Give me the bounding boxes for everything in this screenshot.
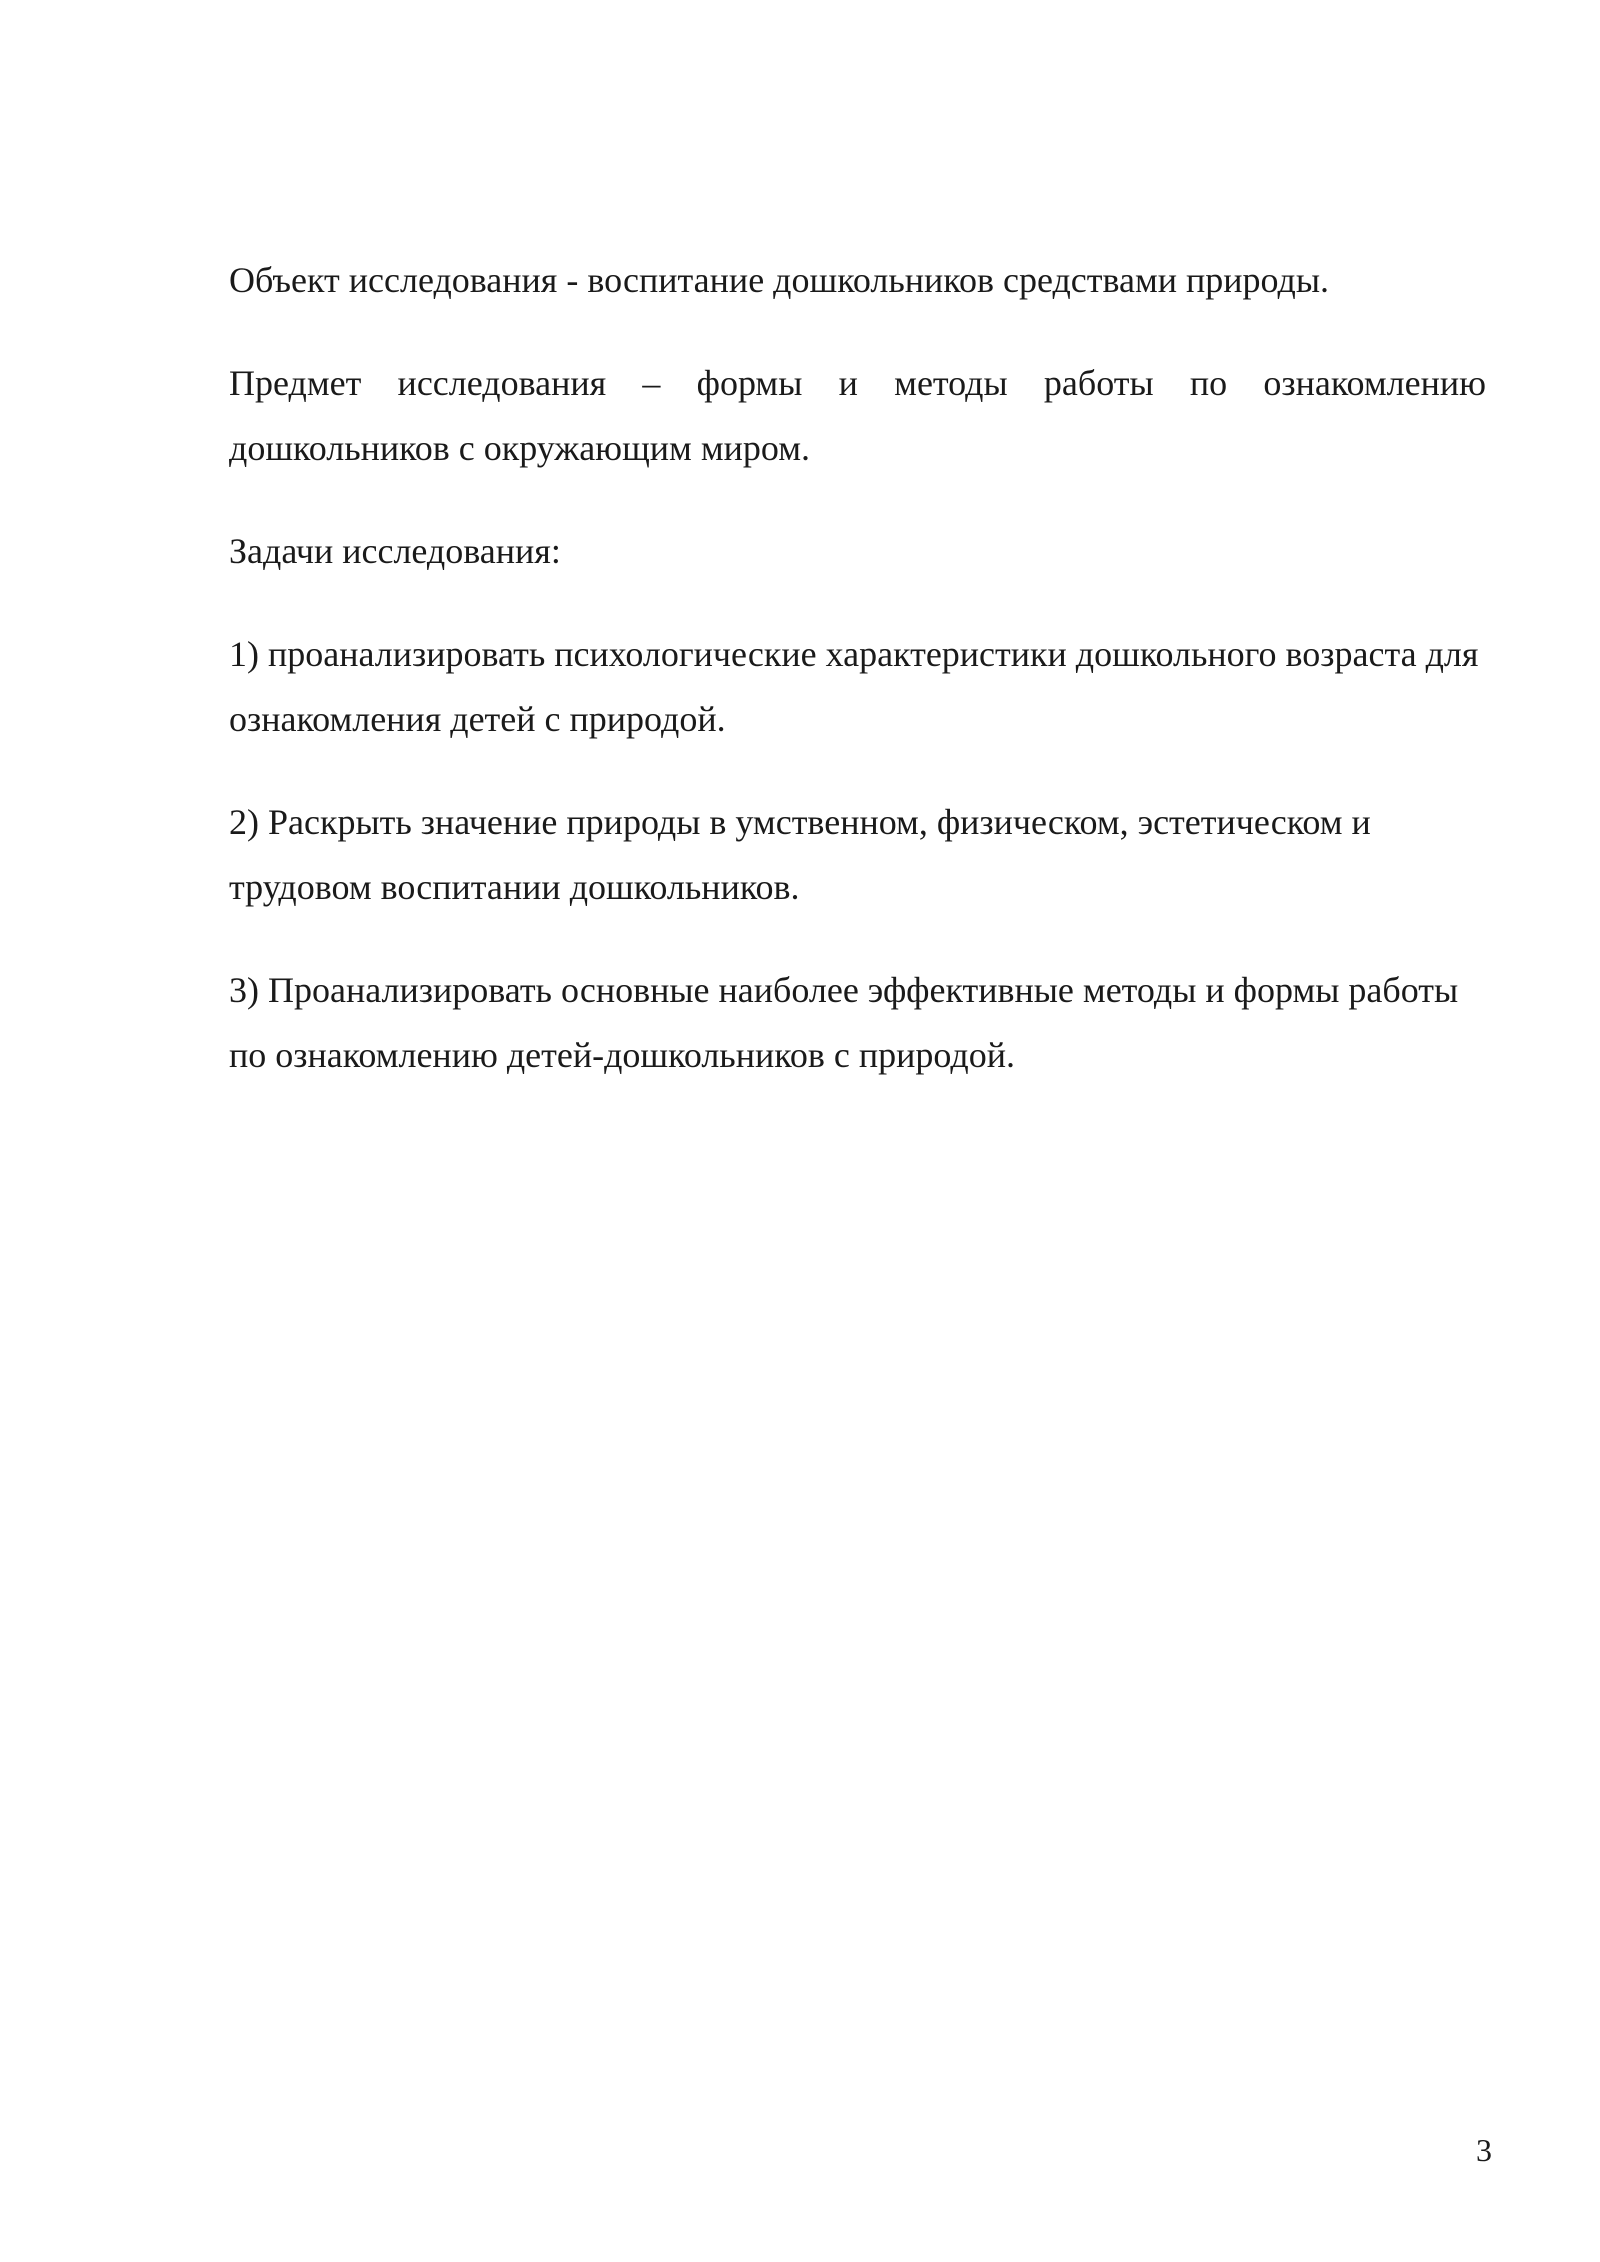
research-object-paragraph: Объект исследования - воспитание дошкольников средствами природы. <box>229 260 1330 300</box>
task-item-3: 3) Проанализировать основные наиболее эффективные методы и формы работы по ознакомлению детей-дошкольников с природой. <box>229 970 1459 1075</box>
task-item-1: 1) проанализировать психологические характеристики дошкольного возраста для ознакомления детей с природой. <box>229 634 1479 739</box>
task-item-2: 2) Раскрыть значение природы в умственном, физическом, эстетическом и трудовом воспитании дошкольников. <box>229 802 1371 907</box>
research-tasks-heading: Задачи исследования: <box>229 531 561 571</box>
page-content <box>229 248 1486 1126</box>
page-number: 3 <box>1476 2132 1492 2168</box>
research-subject-paragraph: Предмет исследования – формы и методы работы по ознакомлению дошкольников с окружающим миром. <box>229 363 1486 468</box>
